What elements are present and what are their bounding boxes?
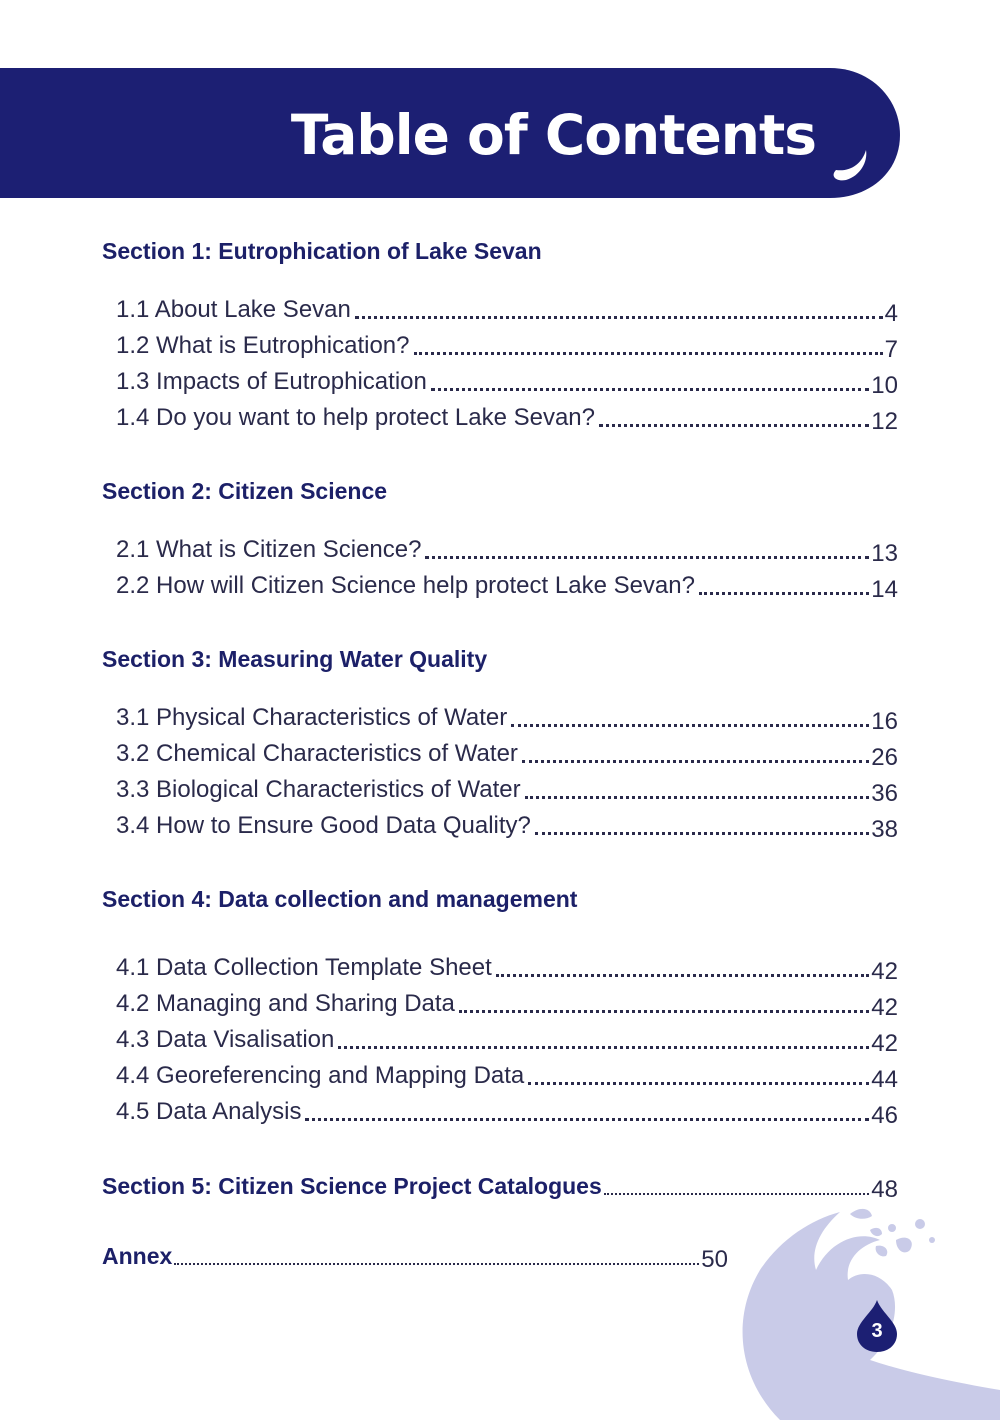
toc-entry[interactable] bbox=[116, 536, 898, 568]
page-title: Table of Contents bbox=[290, 103, 816, 167]
dot-leader bbox=[522, 760, 869, 763]
toc-entry-label: 3.2 Chemical Characteristics of Water bbox=[116, 740, 518, 767]
toc-entry-page: 44 bbox=[871, 1066, 898, 1093]
toc-entry-page: 14 bbox=[871, 576, 898, 603]
toc-entry-page: 12 bbox=[871, 408, 898, 435]
page-number-badge bbox=[857, 1300, 897, 1352]
toc-entry[interactable] bbox=[116, 704, 898, 736]
toc-section-entry[interactable] bbox=[102, 1242, 728, 1274]
toc-entry[interactable] bbox=[116, 1026, 898, 1058]
toc-entry[interactable] bbox=[116, 332, 898, 364]
toc-entry-page: 7 bbox=[884, 336, 898, 363]
section-heading: Section 5: Citizen Science Project Catalogues bbox=[102, 1173, 602, 1199]
toc-entry-page: 42 bbox=[871, 958, 898, 985]
toc-entry-page: 42 bbox=[871, 1030, 898, 1057]
section-heading: Section 2: Citizen Science bbox=[102, 478, 388, 504]
toc-entry[interactable] bbox=[116, 1098, 898, 1130]
toc-entry-page: 46 bbox=[871, 1102, 898, 1129]
toc-entry-page: 10 bbox=[871, 372, 898, 399]
toc-entry-label: 4.4 Georeferencing and Mapping Data bbox=[116, 1062, 525, 1089]
toc-entry[interactable] bbox=[116, 572, 898, 604]
toc-entry[interactable] bbox=[116, 740, 898, 772]
section-heading: Section 1: Eutrophication of Lake Sevan bbox=[102, 238, 542, 264]
dot-leader bbox=[699, 592, 869, 595]
dot-leader bbox=[528, 1082, 869, 1085]
toc-entry-label: 2.2 How will Citizen Science help protect Lake Sevan? bbox=[116, 572, 695, 599]
dot-leader bbox=[511, 724, 869, 727]
dot-leader bbox=[338, 1046, 869, 1049]
toc-entry-label: 2.1 What is Citizen Science? bbox=[116, 536, 422, 563]
dot-leader bbox=[535, 832, 869, 835]
toc-entry-label: 1.4 Do you want to help protect Lake Sevan? bbox=[116, 404, 595, 431]
toc-entry-page: 16 bbox=[871, 708, 898, 735]
dot-leader bbox=[174, 1263, 699, 1265]
toc-entry-page: 42 bbox=[871, 994, 898, 1021]
toc-entry[interactable] bbox=[116, 990, 898, 1022]
toc-entry-label: 1.3 Impacts of Eutrophication bbox=[116, 368, 427, 395]
dot-leader bbox=[414, 352, 883, 355]
toc-entry[interactable] bbox=[116, 776, 898, 808]
toc-entry[interactable] bbox=[116, 812, 898, 844]
toc-entry-page: 26 bbox=[871, 744, 898, 771]
toc-entry[interactable] bbox=[116, 296, 898, 328]
toc-entry-label: 4.2 Managing and Sharing Data bbox=[116, 990, 455, 1017]
section-heading: Section 3: Measuring Water Quality bbox=[102, 646, 488, 672]
dot-leader bbox=[599, 424, 869, 427]
toc-entry[interactable] bbox=[116, 404, 898, 436]
dot-leader bbox=[431, 388, 869, 391]
dot-leader bbox=[525, 796, 870, 799]
toc-entry[interactable] bbox=[116, 954, 898, 986]
toc-entry[interactable] bbox=[116, 368, 898, 400]
toc-entry-page: 13 bbox=[871, 540, 898, 567]
toc-entry-label: 1.2 What is Eutrophication? bbox=[116, 332, 410, 359]
dot-leader bbox=[355, 316, 883, 319]
section-heading: Annex bbox=[102, 1243, 173, 1269]
header-banner bbox=[0, 0, 1000, 210]
toc-entry-label: 4.5 Data Analysis bbox=[116, 1098, 302, 1125]
toc-entry-label: 4.1 Data Collection Template Sheet bbox=[116, 954, 492, 981]
toc-entry[interactable] bbox=[116, 1062, 898, 1094]
toc-entry-label: 3.3 Biological Characteristics of Water bbox=[116, 776, 521, 803]
toc-entry-label: 1.1 About Lake Sevan bbox=[116, 296, 351, 323]
toc-entry-page: 36 bbox=[871, 780, 898, 807]
section-heading: Section 4: Data collection and management bbox=[102, 886, 578, 912]
toc-entry-page: 38 bbox=[871, 816, 898, 843]
dot-leader bbox=[604, 1193, 870, 1195]
dot-leader bbox=[496, 974, 870, 977]
toc-entry-page: 50 bbox=[701, 1246, 728, 1273]
dot-leader bbox=[305, 1118, 869, 1121]
toc-entry-label: 4.3 Data Visalisation bbox=[116, 1026, 335, 1053]
dot-leader bbox=[459, 1010, 869, 1013]
toc-entry-label: 3.1 Physical Characteristics of Water bbox=[116, 704, 508, 731]
toc-entry-label: 3.4 How to Ensure Good Data Quality? bbox=[116, 812, 531, 839]
toc-entry-page: 4 bbox=[884, 300, 898, 327]
page-number: 3 bbox=[871, 1320, 883, 1342]
dot-leader bbox=[425, 556, 869, 559]
toc-entry-page: 48 bbox=[871, 1176, 898, 1203]
